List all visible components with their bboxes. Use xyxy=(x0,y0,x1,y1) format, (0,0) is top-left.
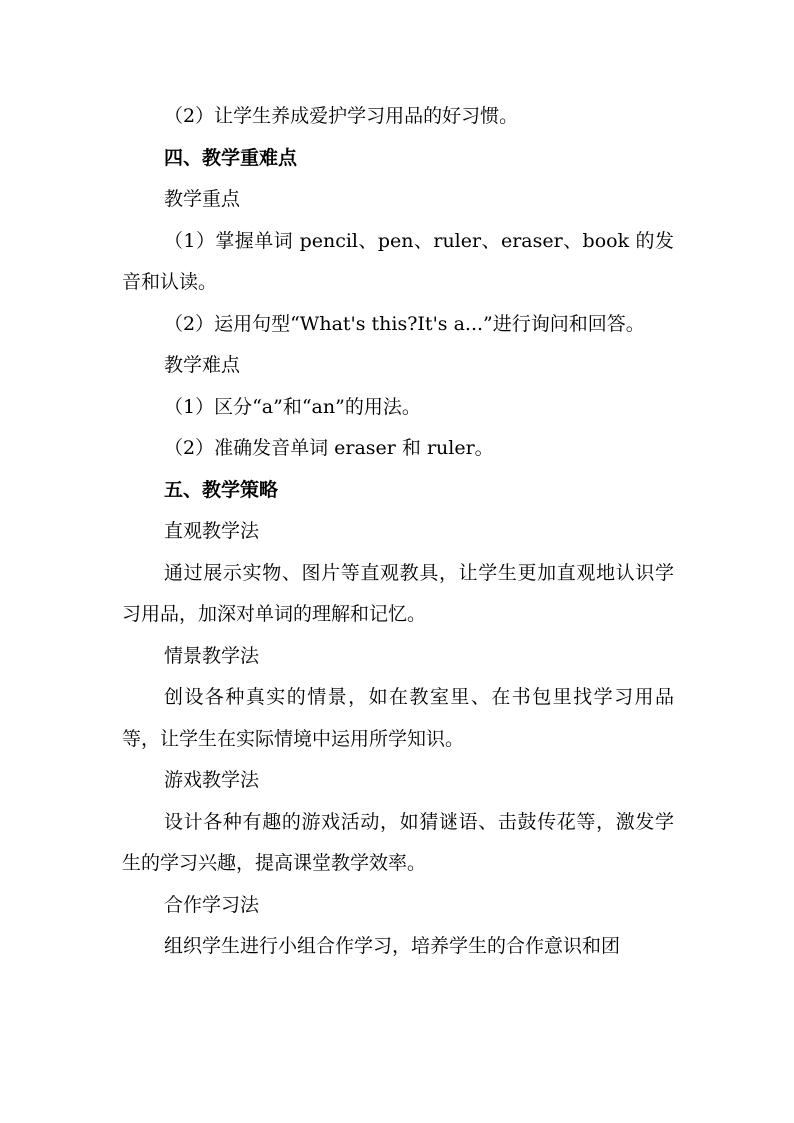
section-heading-key-difficult-points: 四、教学重难点 xyxy=(164,146,298,169)
paragraph-intuitive-teaching: 通过展示实物、图片等直观教具，让学生更加直观地认识学习用品，加深对单词的理解和记忆。 xyxy=(122,561,674,625)
objective-item-2: （2）让学生养成爱护学习用品的好习惯。 xyxy=(164,105,519,127)
paragraph-game-teaching: 设计各种有趣的游戏活动，如猜谜语、击鼓传花等，激发学生的学习兴趣，提高课堂教学效率。 xyxy=(122,810,674,874)
subheading-cooperative-learning: 合作学习法 xyxy=(164,893,260,916)
key-point-1: （1）掌握单词 pencil、pen、ruler、eraser、book 的发音和认读。 xyxy=(122,229,674,293)
difficult-point-2: （2）准确发音单词 eraser 和 ruler。 xyxy=(164,437,494,459)
subheading-game-teaching: 游戏教学法 xyxy=(164,769,260,791)
document-body xyxy=(122,96,674,968)
difficult-point-1: （1）区分“a”和“an”的用法。 xyxy=(164,395,421,418)
subheading-intuitive-teaching: 直观教学法 xyxy=(164,520,260,542)
subheading-situational-teaching: 情景教学法 xyxy=(164,644,260,667)
paragraph-cooperative-learning: 组织学生进行小组合作学习，培养学生的合作意识和团 xyxy=(164,935,621,957)
paragraph-situational-teaching: 创设各种真实的情景，如在教室里、在书包里找学习用品等，让学生在实际情境中运用所学知识。 xyxy=(122,686,674,750)
key-point-2: （2）运用句型“What's this?It's a...”进行询问和回答。 xyxy=(164,312,645,335)
section-heading-teaching-strategy: 五、教学策略 xyxy=(164,478,279,501)
subheading-difficult-points: 教学难点 xyxy=(164,354,241,376)
subheading-key-points: 教学重点 xyxy=(164,188,241,210)
